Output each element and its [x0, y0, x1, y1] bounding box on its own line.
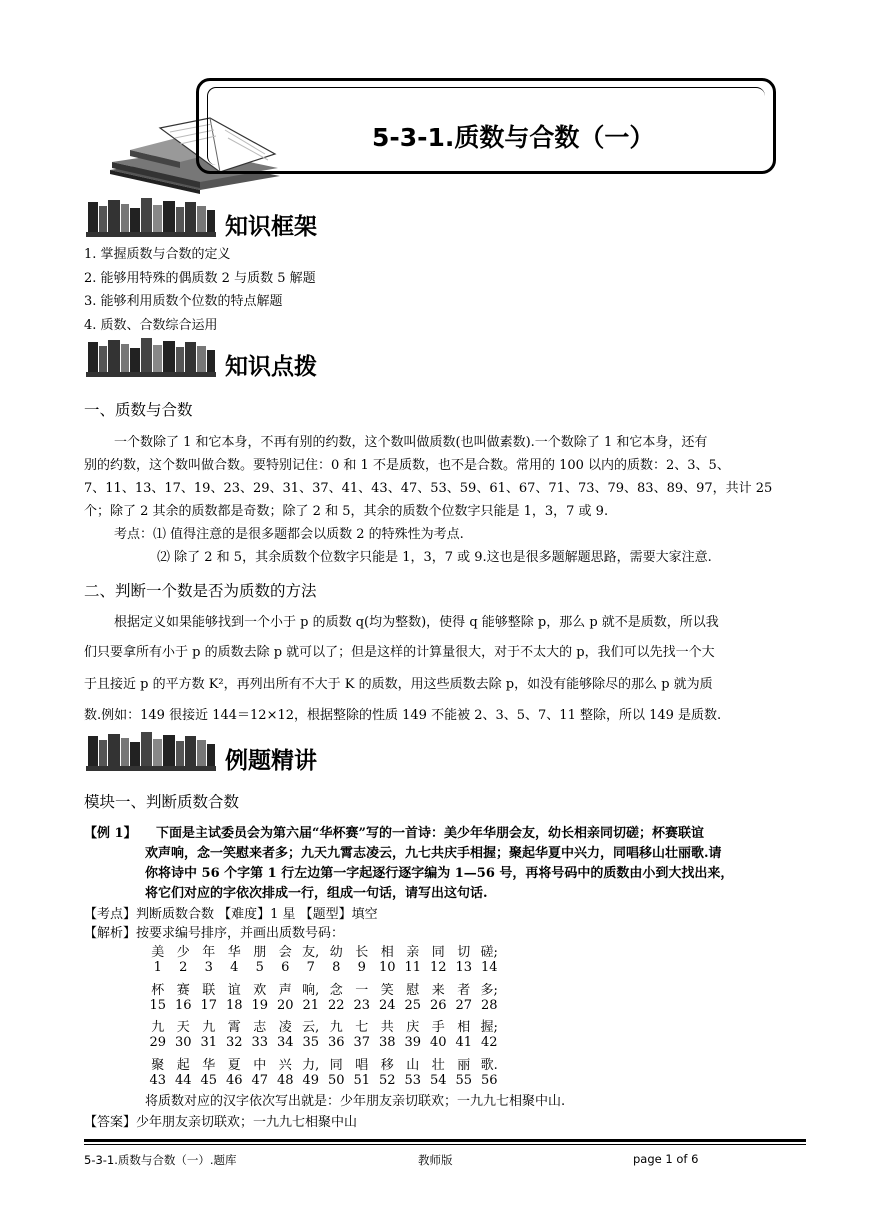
grid-number: 17 — [200, 997, 218, 1013]
grid-char: 九 — [202, 1020, 216, 1035]
paragraph-line: 个；除了 2 其余的质数都是奇数；除了 2 和 5，其余的质数个位数字只能是 1，3，7 或 9. — [84, 504, 609, 519]
question-line: 下面是主试委员会为第六届“华杯赛”写的一首诗：美少年华朋会友，幼长相亲同切磋；杯赛联谊 — [156, 826, 704, 841]
grid-number: 33 — [251, 1035, 269, 1050]
grid-char: 念 — [329, 982, 343, 998]
analysis-line: 【解析】按要求编号排序，并画出质数号码： — [84, 926, 345, 941]
page-title: 5-3-1.质数与合数（一） — [372, 123, 655, 152]
question-line: 你将诗中 56 个字第 1 行左边第一字起逐行逐字编为 1—56 号，再将号码中的质数由小到大找出来， — [145, 866, 734, 881]
paragraph-line: 考点：⑴ 值得注意的是很多题都会以质数 2 的特殊性为考点. — [114, 527, 464, 542]
list-item: 4. 质数、合数综合运用 — [84, 318, 218, 333]
grid-number: 32 — [225, 1035, 243, 1050]
grid-number: 39 — [404, 1035, 422, 1050]
grid-char: 力, — [302, 1057, 320, 1073]
footer-center: 教师版 — [418, 1153, 453, 1167]
grid-char: 华 — [202, 1057, 216, 1073]
list-item: 1. 掌握质数与合数的定义 — [84, 247, 231, 262]
subheading: 二、判断一个数是否为质数的方法 — [84, 582, 317, 600]
grid-number: 37 — [353, 1035, 371, 1050]
grid-number: 42 — [480, 1035, 498, 1050]
paragraph-line: 根据定义如果能够找到一个小于 p 的质数 q(均为整数)，使得 q 能够整除 p，那么 p 就不是质数，所以我 — [114, 615, 719, 630]
grid-char: 来 — [431, 982, 445, 998]
grid-char: 长 — [355, 945, 369, 960]
grid-number: 40 — [429, 1035, 447, 1050]
grid-char: 联 — [202, 982, 216, 998]
footer-divider — [84, 1144, 806, 1145]
grid-number: 22 — [327, 997, 345, 1013]
section-title-framework: 知识框架 — [225, 214, 317, 240]
grid-number-row — [145, 998, 502, 1013]
grid-number: 19 — [251, 997, 269, 1013]
grid-char: 壮 — [431, 1057, 445, 1073]
grid-number: 46 — [225, 1072, 243, 1088]
grid-number: 55 — [455, 1072, 473, 1088]
grid-char: 朋 — [253, 945, 267, 960]
grid-char: 杯 — [151, 982, 165, 998]
grid-char-row — [145, 1016, 502, 1035]
grid-char: 幼 — [329, 945, 343, 960]
grid-char: 志 — [253, 1020, 267, 1035]
grid-number: 34 — [276, 1035, 294, 1050]
grid-char: 少 — [176, 945, 190, 960]
grid-number: 5 — [255, 960, 264, 975]
grid-number: 2 — [179, 960, 188, 975]
grid-number: 30 — [174, 1035, 192, 1050]
question-line: 欢声响，念一笑慰来者多；九天九霄志凌云，九七共庆手相握；聚起华夏中兴力，同唱移山壮丽歌.请 — [145, 846, 722, 861]
grid-char: 相 — [457, 1020, 471, 1035]
bookshelf-icon — [86, 730, 226, 772]
grid-char: 聚 — [151, 1057, 165, 1073]
grid-char: 握; — [480, 1020, 498, 1035]
grid-char: 慰 — [406, 982, 420, 998]
grid-number: 13 — [455, 960, 473, 975]
paragraph-line: 于且接近 p 的平方数 K²，再列出所有不大于 K 的质数，用这些质数去除 p，如没有能够除尽的那么 p 就为质 — [84, 677, 713, 692]
bookshelf-icon — [86, 196, 226, 238]
grid-char: 赛 — [176, 982, 190, 998]
grid-char: 移 — [380, 1057, 394, 1073]
grid-char: 美 — [151, 945, 165, 960]
grid-char: 华 — [227, 945, 241, 960]
grid-char: 切 — [457, 945, 471, 960]
grid-char: 欢 — [253, 982, 267, 998]
grid-char: 丽 — [457, 1057, 471, 1073]
footer-page-number: page 1 of 6 — [633, 1152, 699, 1166]
grid-char: 声 — [278, 982, 292, 998]
question-line: 将它们对应的字依次排成一行，组成一句话，请写出这句话. — [145, 886, 488, 901]
grid-number: 36 — [327, 1035, 345, 1050]
grid-char: 凌 — [278, 1020, 292, 1035]
grid-number: 25 — [404, 997, 422, 1013]
grid-char: 九 — [329, 1020, 343, 1035]
grid-number: 31 — [200, 1035, 218, 1050]
grid-char: 响, — [302, 982, 320, 998]
paragraph-line: ⑵ 除了 2 和 5，其余质数个位数字只能是 1，3，7 或 9.这也是很多题解题思路，需要大家注意. — [157, 550, 712, 565]
grid-number: 23 — [353, 997, 371, 1013]
meta-line: 【考点】判断质数合数 【难度】1 星 【题型】填空 — [84, 907, 378, 922]
module-heading: 模块一、判断质数合数 — [84, 793, 240, 811]
grid-number: 28 — [480, 997, 498, 1013]
grid-char: 霄 — [227, 1020, 241, 1035]
grid-number: 56 — [480, 1072, 498, 1088]
paragraph-line: 数.例如：149 很接近 144＝12×12，根据整除的性质 149 不能被 2、3、5、7、11 整除，所以 149 是质数. — [84, 708, 722, 723]
grid-char: 九 — [151, 1020, 165, 1035]
grid-char: 唱 — [355, 1057, 369, 1073]
grid-char: 云, — [302, 1020, 320, 1035]
grid-number: 47 — [251, 1072, 269, 1088]
grid-number: 8 — [332, 960, 341, 975]
grid-char: 相 — [380, 945, 394, 960]
grid-number: 50 — [327, 1072, 345, 1088]
grid-char: 年 — [202, 945, 216, 960]
paragraph-line: 一个数除了 1 和它本身，不再有别的约数，这个数叫做质数(也叫做素数).一个数除了 1 和它本身，还有 — [114, 435, 708, 450]
grid-char: 一 — [355, 982, 369, 998]
grid-number: 45 — [200, 1072, 218, 1088]
grid-number: 51 — [353, 1072, 371, 1088]
grid-number-row — [145, 1073, 502, 1088]
grid-number: 43 — [149, 1072, 167, 1088]
grid-char-row — [145, 1054, 502, 1073]
grid-number: 44 — [174, 1072, 192, 1088]
grid-char: 磋; — [480, 945, 498, 960]
grid-char: 会 — [278, 945, 292, 960]
grid-number: 35 — [302, 1035, 320, 1050]
list-item: 3. 能够利用质数个位数的特点解题 — [84, 294, 283, 309]
grid-char: 共 — [380, 1020, 394, 1035]
footer-divider — [84, 1139, 806, 1142]
grid-char: 天 — [176, 1020, 190, 1035]
grid-number: 16 — [174, 997, 192, 1013]
grid-char: 谊 — [227, 982, 241, 998]
section-title-points: 知识点拨 — [225, 354, 317, 380]
grid-number: 21 — [302, 997, 320, 1013]
example-label: 【例 1】 — [84, 826, 137, 841]
grid-char: 亲 — [406, 945, 420, 960]
grid-number: 27 — [455, 997, 473, 1013]
grid-number: 49 — [302, 1072, 320, 1088]
grid-number: 3 — [204, 960, 213, 975]
grid-number: 41 — [455, 1035, 473, 1050]
grid-number: 11 — [404, 960, 422, 975]
grid-char: 中 — [253, 1057, 267, 1073]
grid-char: 起 — [176, 1057, 190, 1073]
grid-number: 9 — [357, 960, 366, 975]
grid-char: 手 — [431, 1020, 445, 1035]
grid-number: 48 — [276, 1072, 294, 1088]
grid-char: 夏 — [227, 1057, 241, 1073]
grid-number: 14 — [480, 960, 498, 975]
grid-char-row — [145, 979, 502, 998]
section-title-examples: 例题精讲 — [225, 748, 317, 774]
list-item: 2. 能够用特殊的偶质数 2 与质数 5 解题 — [84, 271, 316, 286]
grid-number: 12 — [429, 960, 447, 975]
grid-number: 29 — [149, 1035, 167, 1050]
conclusion-line: 将质数对应的汉字依次写出就是：少年朋友亲切联欢；一九九七相聚中山. — [145, 1094, 566, 1109]
grid-char: 同 — [431, 945, 445, 960]
grid-number-row — [145, 1035, 502, 1050]
grid-number: 7 — [306, 960, 315, 975]
grid-number: 38 — [378, 1035, 396, 1050]
grid-number: 20 — [276, 997, 294, 1013]
grid-number: 4 — [230, 960, 239, 975]
grid-char: 山 — [406, 1057, 420, 1073]
grid-number: 6 — [281, 960, 290, 975]
paragraph-line: 7、11、13、17、19、23、29、31、37、41、43、47、53、59、61、67、71、73、79、83、89、97，共计 25 — [84, 481, 773, 496]
paragraph-line: 别的约数，这个数叫做合数。要特别记住：0 和 1 不是质数，也不是合数。常用的 100 以内的质数：2、3、5、 — [84, 458, 730, 473]
grid-number: 26 — [429, 997, 447, 1013]
grid-char-row — [145, 941, 502, 960]
grid-char: 歌. — [480, 1057, 498, 1073]
grid-char: 庆 — [406, 1020, 420, 1035]
grid-number: 18 — [225, 997, 243, 1013]
grid-number: 24 — [378, 997, 396, 1013]
grid-char: 笑 — [380, 982, 394, 998]
grid-char: 友, — [302, 945, 320, 960]
grid-char: 者 — [457, 982, 471, 998]
grid-char: 同 — [329, 1057, 343, 1073]
grid-number: 52 — [378, 1072, 396, 1088]
grid-number: 10 — [378, 960, 396, 975]
grid-number: 1 — [153, 960, 162, 975]
grid-char: 七 — [355, 1020, 369, 1035]
footer-left: 5-3-1.质数与合数（一）.题库 — [84, 1153, 237, 1167]
bookshelf-icon — [86, 336, 226, 378]
grid-char: 多; — [480, 982, 498, 998]
grid-number: 54 — [429, 1072, 447, 1088]
grid-number: 53 — [404, 1072, 422, 1088]
grid-number-row — [145, 960, 502, 975]
answer-line: 【答案】少年朋友亲切联欢；一九九七相聚中山 — [84, 1115, 358, 1130]
subheading: 一、质数与合数 — [84, 401, 193, 419]
paragraph-line: 们只要拿所有小于 p 的质数去除 p 就可以了；但是这样的计算量很大，对于不太大的 p，我们可以先找一个大 — [84, 645, 715, 660]
grid-number: 15 — [149, 997, 167, 1013]
grid-char: 兴 — [278, 1057, 292, 1073]
